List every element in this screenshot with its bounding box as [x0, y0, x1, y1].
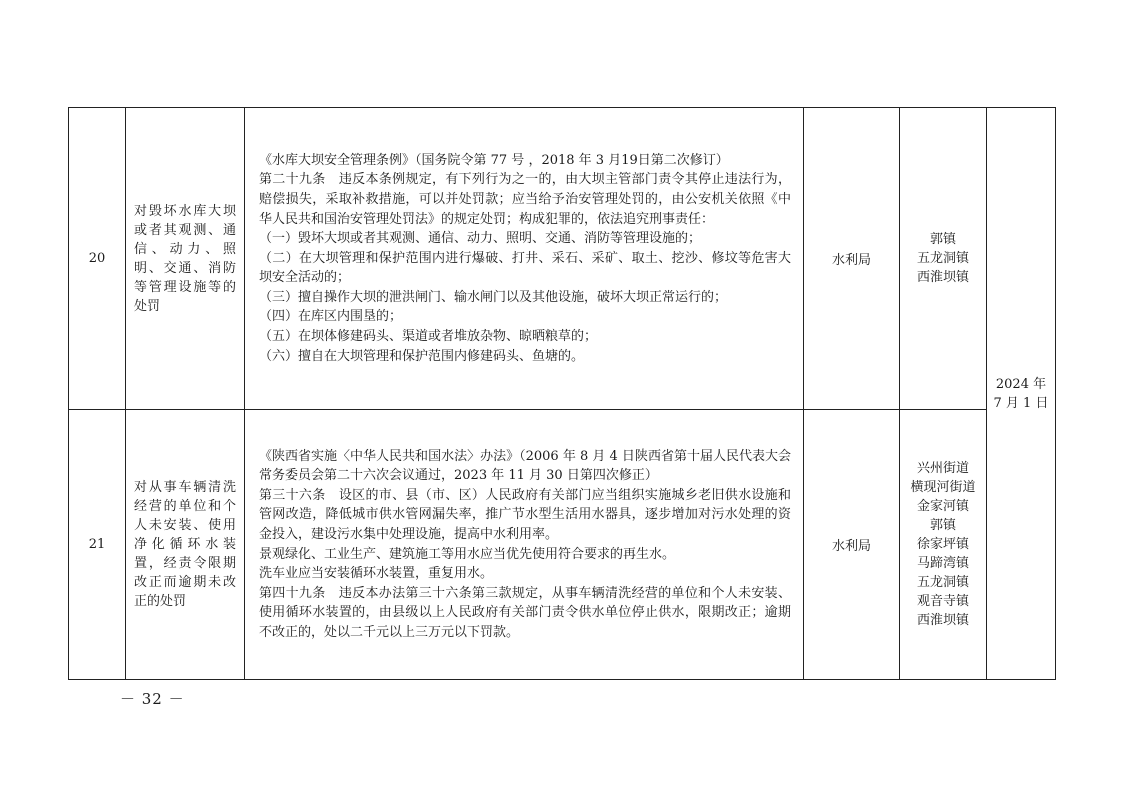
town-name: 郭镇 — [929, 232, 956, 247]
legal-basis-paragraph: 第四十九条 违反本办法第三十六条第三款规定，从事车辆清洗经营的单位和个人未安装、使用循环水装置的，由县级以上人民政府有关部门责令供水单位停止供水，限期改正；逾期不改正的，处以二千元以上三万元以下罚款。 — [259, 585, 791, 640]
legal-basis-paragraph: 洗车业应当安装循环水装置，重复用水。 — [259, 566, 494, 582]
town-name: 横现河街道 — [910, 480, 976, 495]
legal-basis-paragraph: 《陕西省实施〈中华人民共和国水法〉办法》（2006 年 8 月 4 日陕西省第十届人民代表大会常务委员会第二十六次会议通过，2023 年 11 月 30 日第四次修正） — [259, 448, 791, 484]
legal-basis-paragraph: （四）在库区内围垦的； — [259, 309, 403, 325]
legal-basis-paragraph: （一）毁坏大坝或者其观测、通信、动力、照明、交通、消防等管理设施的； — [259, 231, 702, 247]
legal-basis-paragraph: （三）擅自操作大坝的泄洪闸门、输水闸门以及其他设施，破坏大坝正常运行的； — [259, 289, 728, 305]
penalty-item: 对毁坏水库大坝或者其观测、通信、动力、照明、交通、消防等管理设施等的处罚 — [126, 108, 245, 410]
town-name: 观音寺镇 — [916, 594, 969, 609]
legal-basis-paragraph: 第二十九条 违反本条例规定，有下列行为之一的，由大坝主管部门责令其停止违法行为，赔偿损失，采取补救措施，可以并处罚款；应当给予治安管理处罚的，由公安机关依照《中华人民共和国治安管理处罚法》的规定处罚；构成犯罪的，依法追究刑事责任： — [259, 172, 791, 227]
row-number: 20 — [69, 108, 126, 410]
town-name: 马蹄湾镇 — [916, 556, 969, 571]
legal-basis-paragraph: （二）在大坝管理和保护范围内进行爆破、打井、采石、采矿、取土、挖沙、修坟等危害大坝安全活动的； — [259, 250, 791, 286]
effective-date-day: 7 月 1 日 — [993, 395, 1049, 411]
town-name: 金家河镇 — [916, 499, 969, 514]
implementing-towns — [900, 108, 987, 410]
responsible-department: 水利局 — [804, 410, 900, 680]
legal-basis-paragraph: （五）在坝体修建码头、渠道或者堆放杂物、晾晒粮草的； — [259, 329, 598, 345]
legal-basis — [245, 108, 804, 410]
town-name: 西淮坝镇 — [916, 270, 969, 285]
town-name: 徐家坪镇 — [916, 537, 969, 552]
penalty-item: 对从事车辆清洗经营的单位和个人未安装、使用净化循环水装置，经责令限期改正而逾期未改正的处罚 — [126, 410, 245, 680]
town-name: 五龙洞镇 — [916, 251, 969, 266]
town-name: 五龙洞镇 — [916, 575, 969, 590]
town-name: 西淮坝镇 — [916, 613, 969, 628]
page-number: － 32 － — [120, 690, 185, 708]
effective-date — [987, 108, 1056, 680]
town-name: 郭镇 — [929, 518, 956, 533]
implementing-towns — [900, 410, 987, 680]
responsible-department: 水利局 — [804, 108, 900, 410]
table-row — [69, 410, 1056, 680]
legal-basis-paragraph: 第三十六条 设区的市、县（市、区）人民政府有关部门应当组织实施城乡老旧供水设施和管网改造，降低城市供水管网漏失率，推广节水型生活用水器具，逐步增加对污水处理的资金投入，建设污水集中处理设施，提高中水利用率。 — [259, 487, 791, 542]
effective-date-year: 2024 年 — [995, 376, 1047, 392]
row-number: 21 — [69, 410, 126, 680]
legal-basis — [245, 410, 804, 680]
penalty-items-table — [68, 107, 1056, 680]
town-name: 兴州街道 — [916, 461, 969, 476]
legal-basis-paragraph: （六）擅自在大坝管理和保护范围内修建码头、鱼塘的。 — [259, 348, 585, 364]
legal-basis-paragraph: 景观绿化、工业生产、建筑施工等用水应当优先使用符合要求的再生水。 — [259, 546, 676, 562]
table-row — [69, 108, 1056, 410]
legal-basis-paragraph: 《水库大坝安全管理条例》（国务院令第 77 号 ，2018 年 3 月19日第二次修订） — [259, 152, 729, 168]
